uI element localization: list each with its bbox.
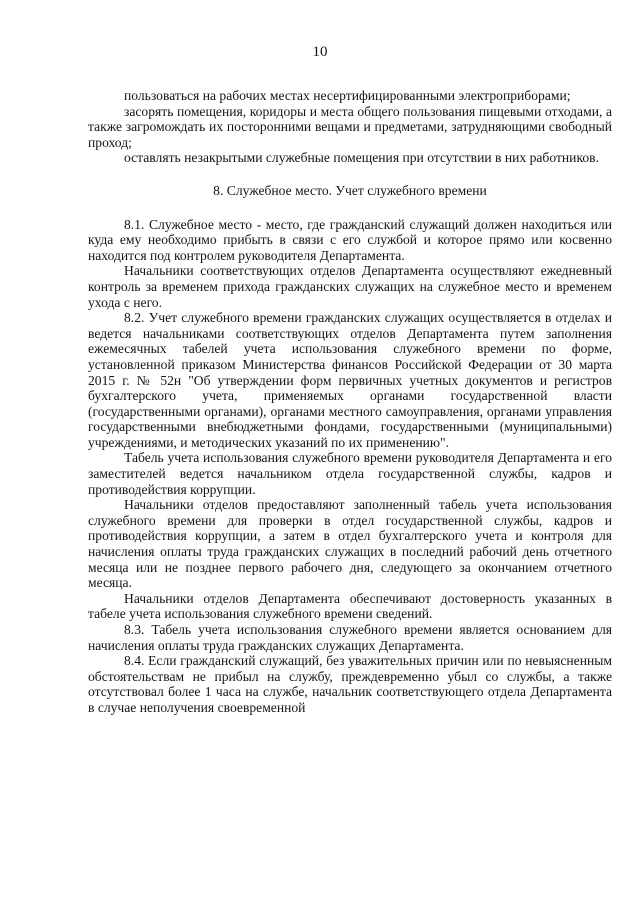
paragraph: 8.1. Служебное место - место, где гражданский служащий должен находиться или куда ему необходимо прибыть в связи с его службой и которое прямо или косвенно находится под контролем руководителя Департамента. [88,216,612,263]
page-body [88,88,612,716]
paragraph: 8.3. Табель учета использования служебного времени является основанием для начисления оплаты труда гражданских служащих Департамента. [88,622,612,653]
list-item: оставлять незакрытыми служебные помещения при отсутствии в них работников. [124,150,599,166]
list-item: засорять помещения, коридоры и места общего пользования пищевыми отходами, а также загромождать их посторонними вещами и предметами, затрудняющими свободный проход; [88,103,612,150]
paragraph: Начальники отделов Департамента обеспечивают достоверность указанных в табеле учета использования служебного времени сведений. [88,590,612,622]
paragraph: Начальники отделов предоставляют заполненный табель учета использования служебного времени для проверки в отдел государственной службы, кадров и противодействия коррупции, а затем в отдел бухгалтерского учета и контроля для начисления оплаты труда гражданских служащих в последний рабочий день отчетного месяца или не позднее первого рабочего дня, следующего за окончанием отчетного месяца. [88,497,612,591]
list-item: пользоваться на рабочих местах несертифицированными электроприборами; [124,88,571,103]
paragraph: 8.4. Если гражданский служащий, без уважительных причин или по невыясненным обстоятельствам не прибыл на службу, преждевременно убыл со службы, а также отсутствовал более 1 часа на службе, начальник соответствующего отдела Департамента в случае неполучения своевременной [88,653,612,715]
paragraph: Табель учета использования служебного времени руководителя Департамента и его заместителей ведется начальником отдела государственной службы, кадров и противодействия коррупции. [88,450,612,497]
section-heading: 8. Служебное место. Учет служебного времени [213,182,487,198]
paragraph: Начальники соответствующих отделов Департамента осуществляют ежедневный контроль за временем прихода гражданских служащих на служебное место и временем ухода с него. [88,263,612,310]
page-number: 10 [312,44,328,60]
paragraph: 8.2. Учет служебного времени гражданских служащих осуществляется в отделах и ведется начальниками соответствующих отделов Департамента путем заполнения ежемесячных табелей учета использования служебного времени по форме, установленной приказом Министерства финансов Российской Федерации от 30 марта 2015 г. № 52н "Об утверждении форм первичных учетных документов и регистров бухгалтерского учета, применяемых органами государственной власти (государственными органами), органами местного самоуправления, органами управления государственными внебюджетными фондами, государственными (муниципальными) учреждениями, и методических указаний по их применению". [88,310,612,450]
